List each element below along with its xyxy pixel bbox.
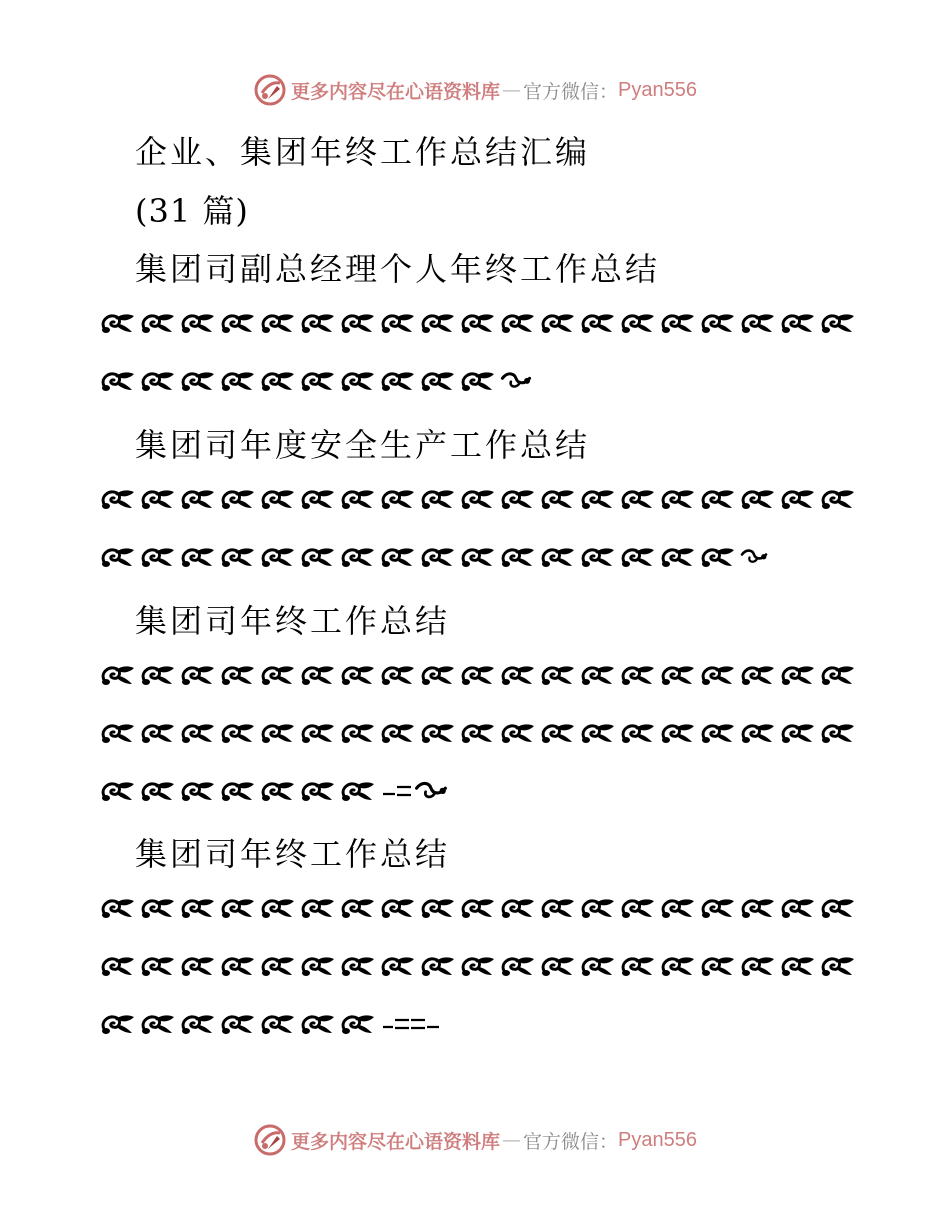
banner-wechat-label: 官方微信： bbox=[523, 1130, 619, 1153]
leader-ornament-icon bbox=[137, 949, 177, 981]
leader-ornament-icon bbox=[777, 949, 817, 981]
leader-ornament-icon bbox=[577, 482, 617, 514]
banner-wechat-label: 官方微信： bbox=[523, 80, 619, 103]
leader-ornament-icon bbox=[497, 658, 537, 690]
toc-leader-row bbox=[97, 948, 857, 982]
leader-ornament-icon bbox=[817, 306, 857, 338]
leader-ornament-icon bbox=[497, 891, 537, 923]
leader-ornament-icon bbox=[777, 716, 817, 748]
leader-ornament-icon bbox=[97, 306, 137, 338]
toc-leader-row bbox=[97, 305, 857, 339]
leader-ornament-icon bbox=[697, 482, 737, 514]
leader-ornament-icon bbox=[177, 949, 217, 981]
leader-ornament-icon bbox=[737, 716, 777, 748]
leader-ornament-icon bbox=[497, 482, 537, 514]
leader-ornament-icon bbox=[137, 364, 177, 396]
leader-ornament-icon bbox=[457, 658, 497, 690]
leader-ornament-icon bbox=[137, 774, 177, 806]
leader-ornament-icon bbox=[177, 774, 217, 806]
leader-ornament-icon bbox=[297, 716, 337, 748]
toc-leader-row bbox=[97, 363, 533, 397]
leader-ornament-icon bbox=[537, 949, 577, 981]
leader-ornament-icon bbox=[657, 658, 697, 690]
leader-ornament-icon bbox=[657, 716, 697, 748]
leader-ornament-icon bbox=[537, 716, 577, 748]
leader-ornament-icon bbox=[537, 482, 577, 514]
leader-ornament-icon bbox=[577, 540, 617, 572]
leader-ornament-icon bbox=[617, 716, 657, 748]
toc-leader-row bbox=[97, 890, 857, 924]
leader-ornament-icon bbox=[417, 716, 457, 748]
leader-ornament-icon bbox=[337, 364, 377, 396]
leader-ornament-icon bbox=[97, 540, 137, 572]
leader-ornament-icon bbox=[737, 482, 777, 514]
leader-ornament-icon bbox=[457, 364, 497, 396]
leader-ornament-icon bbox=[177, 658, 217, 690]
leader-ornament-icon bbox=[297, 949, 337, 981]
leader-ornament-icon bbox=[337, 540, 377, 572]
leader-ornament-icon bbox=[97, 891, 137, 923]
leader-ornament-icon bbox=[337, 774, 377, 806]
leader-ornament-icon bbox=[217, 949, 257, 981]
leader-ornament-icon bbox=[817, 891, 857, 923]
leader-ornament-icon bbox=[217, 306, 257, 338]
leader-ornament-icon bbox=[457, 482, 497, 514]
leader-ornament-icon bbox=[377, 716, 417, 748]
leader-ornament-icon bbox=[257, 540, 297, 572]
leader-ornament-icon bbox=[617, 482, 657, 514]
leader-ornament-icon bbox=[137, 716, 177, 748]
banner-separator: — bbox=[502, 79, 522, 101]
leader-ornament-icon bbox=[617, 891, 657, 923]
leader-ornament-icon bbox=[537, 658, 577, 690]
leader-ornament-icon bbox=[177, 540, 217, 572]
leader-ornament-icon bbox=[177, 364, 217, 396]
leader-ornament-icon bbox=[257, 891, 297, 923]
leader-ornament-icon bbox=[817, 482, 857, 514]
leader-ornament-icon bbox=[337, 306, 377, 338]
banner-text: 更多内容尽在心语资料库 bbox=[291, 1130, 501, 1153]
leader-ornament-icon bbox=[257, 658, 297, 690]
leader-ornament-icon bbox=[297, 658, 337, 690]
banner-wechat-id: Pyan556 bbox=[618, 78, 697, 101]
leader-end-swirl-icon bbox=[739, 540, 769, 572]
leader-ornament-icon bbox=[97, 949, 137, 981]
logo-icon bbox=[253, 73, 287, 107]
leader-ornament-icon bbox=[217, 716, 257, 748]
leader-ornament-icon bbox=[377, 949, 417, 981]
leader-ornament-icon bbox=[657, 949, 697, 981]
leader-ornament-icon bbox=[297, 891, 337, 923]
leader-ornament-icon bbox=[177, 716, 217, 748]
leader-ornament-icon bbox=[657, 891, 697, 923]
leader-ornament-icon bbox=[177, 1007, 217, 1039]
leader-ornament-icon bbox=[737, 658, 777, 690]
leader-ornament-icon bbox=[377, 658, 417, 690]
leader-ornament-icon bbox=[577, 658, 617, 690]
leader-ornament-icon bbox=[777, 482, 817, 514]
toc-entry-title[interactable]: 集团司年终工作总结 bbox=[135, 835, 451, 873]
leader-ornament-icon bbox=[337, 1007, 377, 1039]
leader-ornament-icon bbox=[297, 306, 337, 338]
leader-ornament-icon bbox=[297, 1007, 337, 1039]
leader-ornament-icon bbox=[737, 306, 777, 338]
leader-ornament-icon bbox=[377, 891, 417, 923]
banner-text: 更多内容尽在心语资料库 bbox=[291, 80, 501, 103]
leader-ornament-icon bbox=[697, 540, 737, 572]
leader-ornament-icon bbox=[497, 540, 537, 572]
leader-ornament-icon bbox=[217, 364, 257, 396]
leader-ornament-icon bbox=[377, 364, 417, 396]
leader-ornament-icon bbox=[657, 482, 697, 514]
leader-ornament-icon bbox=[497, 716, 537, 748]
leader-ornament-icon bbox=[97, 716, 137, 748]
leader-ornament-icon bbox=[137, 540, 177, 572]
toc-leader-row bbox=[97, 1006, 443, 1040]
leader-ornament-icon bbox=[417, 658, 457, 690]
leader-ornament-icon bbox=[577, 949, 617, 981]
leader-ornament-icon bbox=[257, 774, 297, 806]
toc-entry-title[interactable]: 集团司年终工作总结 bbox=[135, 602, 451, 640]
leader-ornament-icon bbox=[297, 482, 337, 514]
leader-ornament-icon bbox=[177, 891, 217, 923]
leader-ornament-icon bbox=[337, 482, 377, 514]
leader-ornament-icon bbox=[97, 774, 137, 806]
leader-ornament-icon bbox=[737, 891, 777, 923]
leader-ornament-icon bbox=[257, 364, 297, 396]
toc-leader-row bbox=[97, 539, 769, 573]
leader-ornament-icon bbox=[377, 482, 417, 514]
article-count: (31 篇) bbox=[135, 192, 249, 230]
toc-leader-row bbox=[97, 715, 857, 749]
leader-ornament-icon bbox=[337, 949, 377, 981]
leader-ornament-icon bbox=[217, 540, 257, 572]
leader-ornament-icon bbox=[817, 716, 857, 748]
leader-ornament-icon bbox=[697, 658, 737, 690]
leader-ornament-icon bbox=[137, 891, 177, 923]
leader-ornament-icon bbox=[617, 658, 657, 690]
leader-ornament-icon bbox=[177, 482, 217, 514]
leader-ornament-icon bbox=[137, 482, 177, 514]
leader-ornament-icon bbox=[537, 306, 577, 338]
header-banner bbox=[0, 70, 950, 110]
leader-ornament-icon bbox=[257, 1007, 297, 1039]
leader-ornament-icon bbox=[457, 540, 497, 572]
leader-ornament-icon bbox=[137, 658, 177, 690]
leader-ornament-icon bbox=[497, 306, 537, 338]
leader-ornament-icon bbox=[697, 306, 737, 338]
leader-ornament-icon bbox=[257, 306, 297, 338]
footer-banner bbox=[0, 1120, 950, 1160]
leader-ornament-icon bbox=[177, 306, 217, 338]
leader-ornament-icon bbox=[497, 949, 537, 981]
leader-ornament-icon bbox=[417, 891, 457, 923]
leader-ornament-icon bbox=[737, 949, 777, 981]
leader-ornament-icon bbox=[217, 658, 257, 690]
leader-ornament-icon bbox=[617, 306, 657, 338]
leader-ornament-icon bbox=[457, 891, 497, 923]
leader-ornament-icon bbox=[417, 482, 457, 514]
leader-ornament-icon bbox=[257, 482, 297, 514]
leader-ornament-icon bbox=[217, 774, 257, 806]
leader-ornament-icon bbox=[297, 540, 337, 572]
leader-ornament-icon bbox=[537, 891, 577, 923]
leader-ornament-icon bbox=[377, 540, 417, 572]
logo-icon bbox=[253, 1123, 287, 1157]
leader-ornament-icon bbox=[417, 306, 457, 338]
leader-ornament-icon bbox=[337, 716, 377, 748]
leader-ornament-icon bbox=[417, 364, 457, 396]
leader-ornament-icon bbox=[457, 306, 497, 338]
leader-ornament-icon bbox=[377, 306, 417, 338]
toc-leader-row bbox=[97, 773, 451, 807]
banner-wechat-id: Pyan556 bbox=[618, 1128, 697, 1151]
leader-ornament-icon bbox=[137, 1007, 177, 1039]
leader-ornament-icon bbox=[817, 658, 857, 690]
leader-ornament-icon bbox=[577, 891, 617, 923]
leader-ornament-icon bbox=[97, 658, 137, 690]
leader-ornament-icon bbox=[297, 774, 337, 806]
leader-ornament-icon bbox=[257, 949, 297, 981]
leader-ornament-icon bbox=[257, 716, 297, 748]
leader-ornament-icon bbox=[337, 658, 377, 690]
leader-ornament-icon bbox=[97, 1007, 137, 1039]
leader-ornament-icon bbox=[97, 482, 137, 514]
leader-ornament-icon bbox=[577, 716, 617, 748]
toc-leader-row bbox=[97, 657, 857, 691]
leader-ornament-icon bbox=[417, 540, 457, 572]
leader-ornament-icon bbox=[137, 306, 177, 338]
document-title: 企业、集团年终工作总结汇编 bbox=[135, 133, 591, 171]
leader-end-dash-icon bbox=[379, 1007, 443, 1039]
toc-leader-row bbox=[97, 481, 857, 515]
leader-ornament-icon bbox=[337, 891, 377, 923]
leader-end-swirl-icon bbox=[499, 364, 533, 396]
leader-ornament-icon bbox=[777, 306, 817, 338]
leader-end-dash-icon bbox=[379, 774, 451, 806]
leader-ornament-icon bbox=[777, 891, 817, 923]
leader-ornament-icon bbox=[297, 364, 337, 396]
leader-ornament-icon bbox=[697, 891, 737, 923]
leader-ornament-icon bbox=[217, 482, 257, 514]
leader-ornament-icon bbox=[217, 1007, 257, 1039]
leader-ornament-icon bbox=[417, 949, 457, 981]
leader-ornament-icon bbox=[617, 949, 657, 981]
leader-ornament-icon bbox=[457, 949, 497, 981]
leader-ornament-icon bbox=[657, 540, 697, 572]
leader-ornament-icon bbox=[697, 716, 737, 748]
leader-ornament-icon bbox=[537, 540, 577, 572]
leader-ornament-icon bbox=[97, 364, 137, 396]
toc-entry-title[interactable]: 集团司年度安全生产工作总结 bbox=[135, 426, 591, 464]
leader-ornament-icon bbox=[657, 306, 697, 338]
leader-ornament-icon bbox=[817, 949, 857, 981]
leader-ornament-icon bbox=[217, 891, 257, 923]
leader-ornament-icon bbox=[577, 306, 617, 338]
leader-ornament-icon bbox=[697, 949, 737, 981]
toc-entry-title[interactable]: 集团司副总经理个人年终工作总结 bbox=[135, 250, 661, 288]
leader-ornament-icon bbox=[617, 540, 657, 572]
leader-ornament-icon bbox=[777, 658, 817, 690]
leader-ornament-icon bbox=[457, 716, 497, 748]
banner-separator: — bbox=[502, 1129, 522, 1151]
